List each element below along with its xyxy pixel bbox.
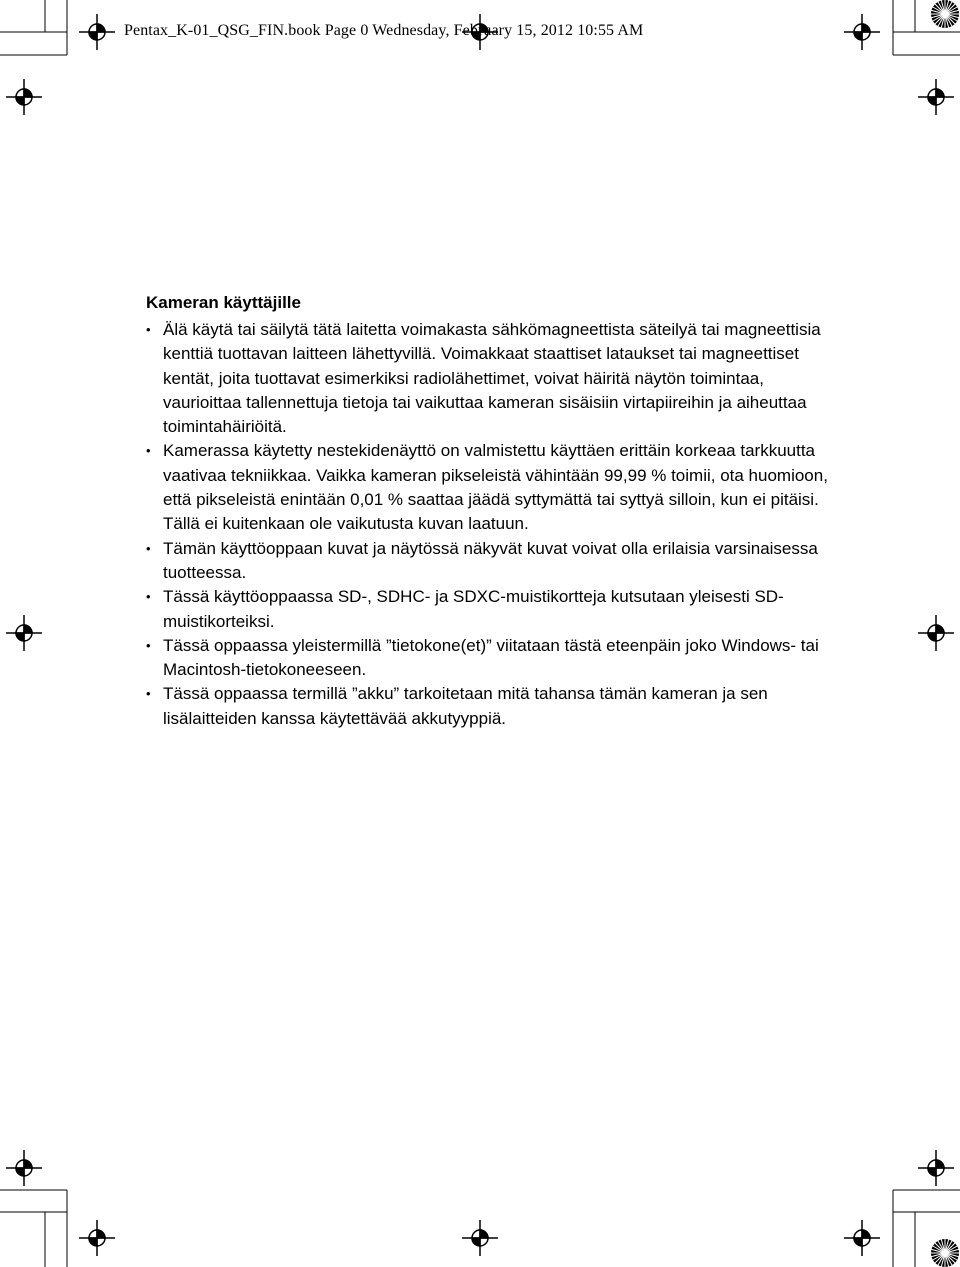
registration-target-icon	[844, 14, 880, 50]
registration-target-icon	[918, 1150, 954, 1186]
list-item	[146, 585, 836, 634]
registration-target-icon	[79, 14, 115, 50]
section-heading: Kameran käyttäjille	[146, 293, 301, 312]
list-item-text: Tässä oppaassa termillä ”akku” tarkoitetaan mitä tahansa tämän kameran ja sen lisälaitteiden kanssa käytettävää akkutyyppiä.	[163, 684, 768, 728]
bullet-list	[146, 318, 836, 731]
list-item-text: Tämän käyttöoppaan kuvat ja näytössä näkyvät kuvat voivat olla erilaisia varsinaisessa tuotteessa.	[163, 538, 818, 582]
registration-target-icon	[918, 79, 954, 115]
bullet-icon: •	[146, 589, 151, 605]
registration-target-icon	[79, 1220, 115, 1256]
starburst-target	[931, 0, 959, 28]
registration-target-icon	[918, 615, 954, 651]
list-item	[146, 318, 836, 439]
registration-target-icon	[462, 1220, 498, 1256]
list-item-text: Tässä oppaassa yleistermillä ”tietokone(et)” viitataan tästä eteenpäin joko Windows- tai Macintosh-tietokoneeseen.	[163, 635, 819, 680]
list-item	[146, 634, 836, 683]
bullet-icon: •	[146, 443, 151, 459]
list-item	[146, 682, 836, 731]
list-item-text: Älä käytä tai säilytä tätä laitetta voimakasta sähkömagneettista säteilyä tai magneettisia kenttiä tuottavan laitteen lähettyvillä. Voimakkaat staattiset lataukset tai magneettiset kentät, joita tuottavat esimerkiksi radiolähettimet, voivat häiritä näytön toimintaa, vaurioittaa tallennettuja tietoja tai vaikuttaa kameran sisäisiin virtapiireihin ja aiheuttaa toimintahäiriöitä.	[163, 320, 821, 437]
starburst-target	[931, 1239, 959, 1267]
list-item-text: Tässä käyttöoppaassa SD-, SDHC- ja SDXC-muistikortteja kutsutaan yleisesti SD-muistikorteiksi.	[163, 587, 784, 631]
registration-target-icon	[844, 1220, 880, 1256]
registration-target-icon	[6, 615, 42, 651]
bullet-icon: •	[146, 322, 151, 337]
bullet-icon: •	[146, 637, 151, 653]
list-item-text: Kamerassa käytetty nestekidenäyttö on valmistettu käyttäen erittäin korkeaa tarkkuutta vaativaa tekniikkaa. Vaikka kameran pikseleistä vähintään 99,99 % toimii, ota huomioon, että pikseleistä enintään 0,01 % saattaa jäädä syttymättä tai syttyä silloin, kun ei pitäisi. Tällä ei kuitenkaan ole vaikutusta kuvan laatuun.	[163, 441, 828, 534]
registration-target-icon	[6, 79, 42, 115]
bullet-icon: •	[146, 686, 151, 702]
list-item	[146, 439, 836, 536]
registration-target-icon	[6, 1150, 42, 1186]
main-content	[146, 291, 836, 731]
bullet-icon: •	[146, 540, 151, 556]
list-item	[146, 537, 836, 586]
book-slug-line: Pentax_K-01_QSG_FIN.book Page 0 Wednesday, February 15, 2012 10:55 AM	[124, 22, 644, 39]
